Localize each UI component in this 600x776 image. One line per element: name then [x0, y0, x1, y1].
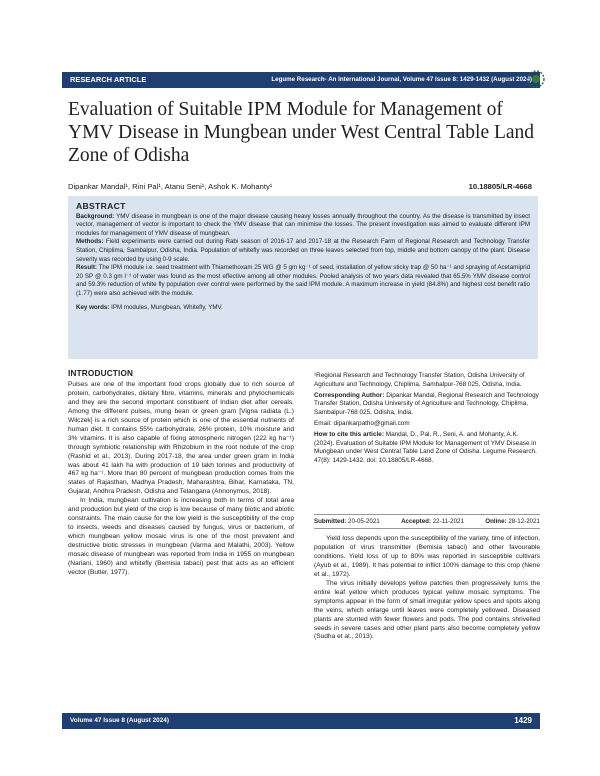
background-text: YMV disease in mungbean is one of the major disease causing heavy losses annually throughout the country. As the disease is transmitted by insect vector, management of vector is important to check the YMV disease that can minimise the losses. The present investigation was aimed to evaluate different IPM modules for management of YMV disease of mungbean.: [76, 212, 530, 237]
email[interactable]: Email: dipankarpatho@gmail.com: [314, 419, 410, 427]
submitted-date: Submitted: 20-05-2021: [314, 518, 380, 525]
affiliation-text: ¹Regional Research and Technology Transfer Station, Odisha University of Agriculture and Technology, Chiplima, Sambalpur-768 025, Odisha, India.: [314, 372, 525, 388]
divider-top: [314, 514, 540, 515]
methods-text: Field experiments were carried out during Rabi season of 2016-17 and 2017-18 at the Research Farm of Regional Research and Technology Transfer Station, Chiplima, Sambalpur, Odisha, India. Population of whitefly was recorded on three leaves selected from top, middle and bottom canopy of the plant. Disease severity was recorded by using 0-9 scale.: [76, 238, 530, 263]
article-title: Evaluation of Suitable IPM Module for Management of YMV Disease in Mungbean under West Central Table Land Zone of Odisha: [68, 99, 535, 166]
journal-citation: Legume Research- An International Journal, Volume 47 Issue 8: 1429-1432 (August 2024): [271, 76, 532, 83]
doi-label[interactable]: 10.18805/LR-4668: [468, 182, 532, 191]
affiliation-block: [314, 372, 540, 468]
abstract-methods: [76, 238, 530, 264]
cite-label: How to cite this article:: [314, 430, 384, 438]
result-text: The IPM module i.e. seed treatment with Thiamethoxam 25 WG @ 5 gm kg⁻¹ of seed, installation of yellow sticky trap @ 50 ha⁻¹ and spraying of Acetamiprid 20 SP @ 0.3 gm l⁻¹ of water was found as the most effective among all other modules. Pooled analysis of two years data revealed that 65.5% YMV disease control and 59.3% reduction of white fly population over control were performed by the said IPM module. A maximum increase in yield (84.8%) and highest cost benefit ratio (1.77) were also achieved with the module.: [76, 264, 531, 297]
online-date: Online: 28-12-2021: [485, 518, 540, 525]
keywords: [76, 304, 530, 313]
page-number: 1429: [514, 716, 532, 725]
divider-bottom: [314, 528, 540, 529]
how-to-cite: [314, 431, 540, 466]
corresponding-author: [314, 392, 540, 418]
corresponding-text: Dipankar Mandal, Regional Research and Technology Transfer Station, Odisha University of Agriculture and Technology, Chiplima, Sambalpur-768 025, Odisha, India.: [314, 391, 539, 417]
left-column: [68, 370, 294, 578]
keywords-label: Key words:: [76, 303, 110, 311]
accepted-date: Accepted: 22-11-2021: [401, 518, 464, 525]
background-label: Background:: [76, 212, 115, 220]
date-line: [314, 518, 540, 525]
intro-heading: INTRODUCTION: [68, 369, 134, 378]
keywords-text: IPM modules, Mungbean, Whitefly, YMV.: [111, 303, 223, 311]
intro-paragraph-2: In India, mungbean cultivation is increasing both in terms of total area and production but yield of the crop is low because of many biotic and abiotic constraints. The main cause for the low yield is the susceptibility of the crop to insects, weeds and diseases caused by fungus, virus or bacterium, of which mungbean yellow mosaic virus is one of the most prevalent and destructive biotic stresses in mungbean (Varma and Malathi, 2003). Yellow mosaic disease of mungbean was reported from India in 1955 on mungbean (Nariani, 1960) and whitefly (Bemisia tabaci) pest that acts as an efficient vector (Butler, 1977).: [68, 497, 294, 576]
footer-issue: Volume 47 Issue 8 (August 2024): [70, 717, 169, 724]
cite-text: Mandal, D., Pal, R., Seni, A. and Mohanty, A.K. (2024). Evaluation of Suitable IPM Module for Management of YMV Disease in Mungbean under West Central Table Land Zone of Odisha. Legume Research. 47(8): 1429-1432. doi: 10.18805/LR-4668.: [314, 430, 537, 465]
corresponding-label: Corresponding Author:: [314, 391, 385, 399]
article-type-label: RESEARCH ARTICLE: [70, 75, 147, 84]
abstract-box: [68, 196, 538, 359]
abstract-result: [76, 264, 530, 298]
author-list: Dipankar Mandal¹, Rini Pal¹, Atanu Seni¹, Ashok K. Mohanty¹: [68, 182, 273, 191]
header-bar: [62, 72, 540, 88]
abstract-background: [76, 213, 530, 239]
col2-paragraph-1: Yield loss depends upon the susceptibility of the variety, time of infection, population of virus transmitter (Bemisia tabaci) and other favourable conditions. Yield loss of up to 80% was reported in susceptible cultivars (Ayub et al., 1989). It has potential to inflict 100% damage to this crop (Nene et al., 1972).: [314, 535, 540, 578]
result-label: Result:: [76, 264, 97, 272]
footer-bar: [62, 713, 540, 729]
methods-label: Methods:: [76, 238, 104, 246]
col2-paragraph-2: The virus initially develops yellow patches then progressively turns the entire leaf yellow which produces typical yellow mosaic symptoms. The symptoms appear in the form of small irregular yellow specs and spots along the veins, which enlarge until leaves were completely yellowed. Diseased plants are stunted with fewer flowers and pods. The pod contains shrivelled seeds in severe cases and other plant parts also become completely yellow (Sudha et al., 2013).: [314, 579, 540, 641]
abstract-heading: ABSTRACT: [76, 201, 126, 211]
journal-logo-icon: [526, 69, 546, 89]
right-column: [314, 535, 540, 642]
intro-paragraph-1: Pulses are one of the important food crops globally due to rich source of protein, carbohydrates, dietary fibre, vitamins, minerals and phytochemicals and they are the second important constituent of Indian diet after cereals. Among the different pulses, mung bean or green gram [Vigna radiata (L.) Wilczek] is a rich source of protein which is one of the essential nutrients of human diet. It contains 55% carbohydrate, 26% protein, 10% moisture and 3% vitamins. It is also capable of fixing atmospheric nitrogen (222 kg ha⁻¹) through symbiotic relationship with Rhizobium in the root nodule of the crop (Rashid et al., 2013). During 2017-18, the area under green gram in India was about 41 lakh ha with production of 19 lakh tonnes and productivity of 467 kg ha⁻¹. More than 80 percent of mungbean production comes from the states of Rajasthan, Madhya Pradesh, Maharashtra, Bihar, Karnataka, TN, Gujarat, Andhra Pradesh, Odisha and Telangana (Annonymus, 2018).: [68, 380, 294, 496]
